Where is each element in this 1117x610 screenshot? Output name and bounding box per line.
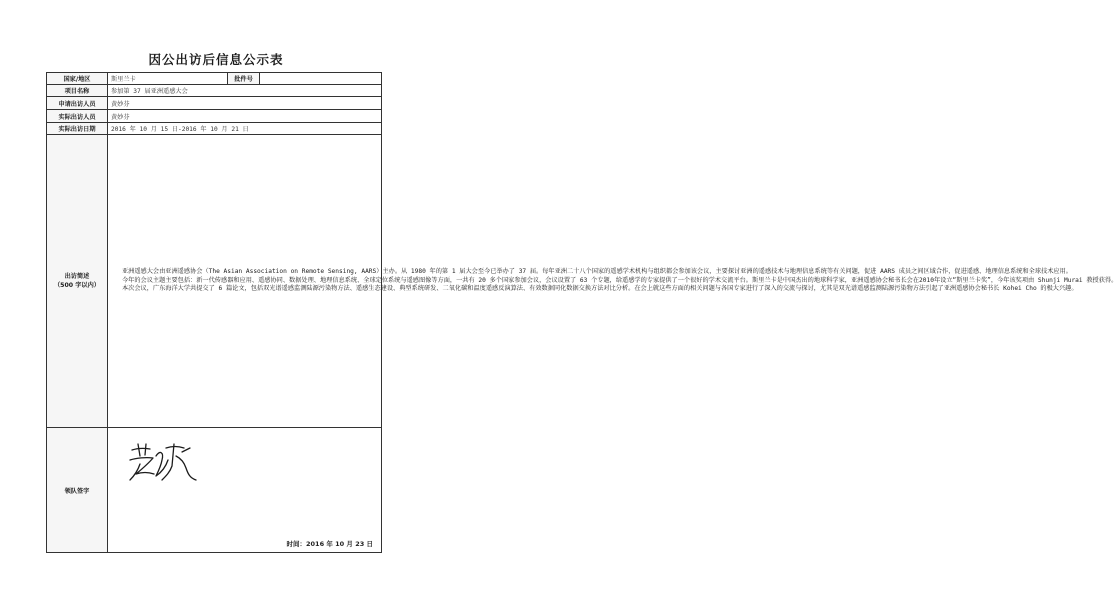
description-paragraph-3: 本次会议，广东海洋大学共提交了 6 篇论文，包括双光谱遥感监测陆源污染物方法、遥感生态建设、典型系统研发、二氧化碳和温度遥感反演算法、有效数据同化数据交换方法对比分析。在会上就这些方面的相关问题与各国专家进行了深入的交流与探讨，尤其是双光谱遥感监测陆源污染物方法引起了亚洲遥感协会秘书长 Kohei Cho 的极大兴趣。 bbox=[122, 285, 1078, 293]
dates-label: 实际出访日期 bbox=[47, 123, 108, 135]
description-label-cell bbox=[47, 135, 108, 428]
description-sublabel: （500 字以内） bbox=[53, 282, 100, 289]
country-value: 斯里兰卡 bbox=[108, 73, 228, 85]
row-dates bbox=[47, 123, 382, 135]
approval-label: 批件号 bbox=[228, 73, 260, 85]
row-description bbox=[47, 135, 382, 428]
applicant-label: 申请出访人员 bbox=[47, 97, 108, 110]
project-value: 参加第 37 届亚洲遥感大会 bbox=[108, 85, 382, 97]
project-label: 项目名称 bbox=[47, 85, 108, 97]
applicant-value: 黄妙芬 bbox=[108, 97, 382, 110]
row-project bbox=[47, 85, 382, 97]
approval-value bbox=[260, 73, 382, 85]
dates-value: 2016 年 10 月 15 日-2016 年 10 月 21 日 bbox=[108, 123, 382, 135]
info-table bbox=[46, 72, 1117, 553]
handwritten-signature bbox=[126, 436, 206, 486]
country-label: 国家/地区 bbox=[47, 73, 108, 85]
description-paragraph-1: 亚洲遥感大会由亚洲遥感协会（The Asian Association on Remote Sensing, AARS）主办。从 1980 年的第 1 届大会至今已举办了 37 届。每年亚洲二十八个国家的遥感学术机构与组织都会参加该会议，主要探讨亚洲的遥感技术与地理信息系统等有关问题，促进 AARS 成员之间区域合作，促进遥感、地理信息系统和全球技术应用。 bbox=[122, 267, 1072, 275]
row-applicant bbox=[47, 97, 382, 110]
actual-value: 黄妙芬 bbox=[108, 110, 382, 123]
description-paragraph-2: 今年的会议主题主要包括：新一代传感器和应用、遥感协同、数据处理、地理信息系统、全球定位系统与遥感图像等方面，一共有 20 多个国家参加会议，会议设置了 63 个专题，给遥感学的专家提供了一个很好的学术交流平台。斯里兰卡是中国杰出的地球科学家，亚洲遥感协会秘书长会在2010年设立“斯里兰卡奖”，今年该奖项由 Shunji Murai 教授获得。 bbox=[122, 276, 1117, 284]
document-title: 因公出访后信息公示表 bbox=[148, 52, 284, 67]
row-actual bbox=[47, 110, 382, 123]
row-country bbox=[47, 73, 382, 85]
actual-label: 实际出访人员 bbox=[47, 110, 108, 123]
sign-date: 时间：2016 年 10 月 23 日 bbox=[286, 540, 373, 548]
leader-label: 领队签字 bbox=[47, 428, 108, 553]
row-signature bbox=[47, 428, 382, 553]
description-text bbox=[108, 135, 1117, 428]
signature-cell bbox=[108, 428, 382, 553]
description-label: 出访简述 bbox=[64, 273, 90, 280]
